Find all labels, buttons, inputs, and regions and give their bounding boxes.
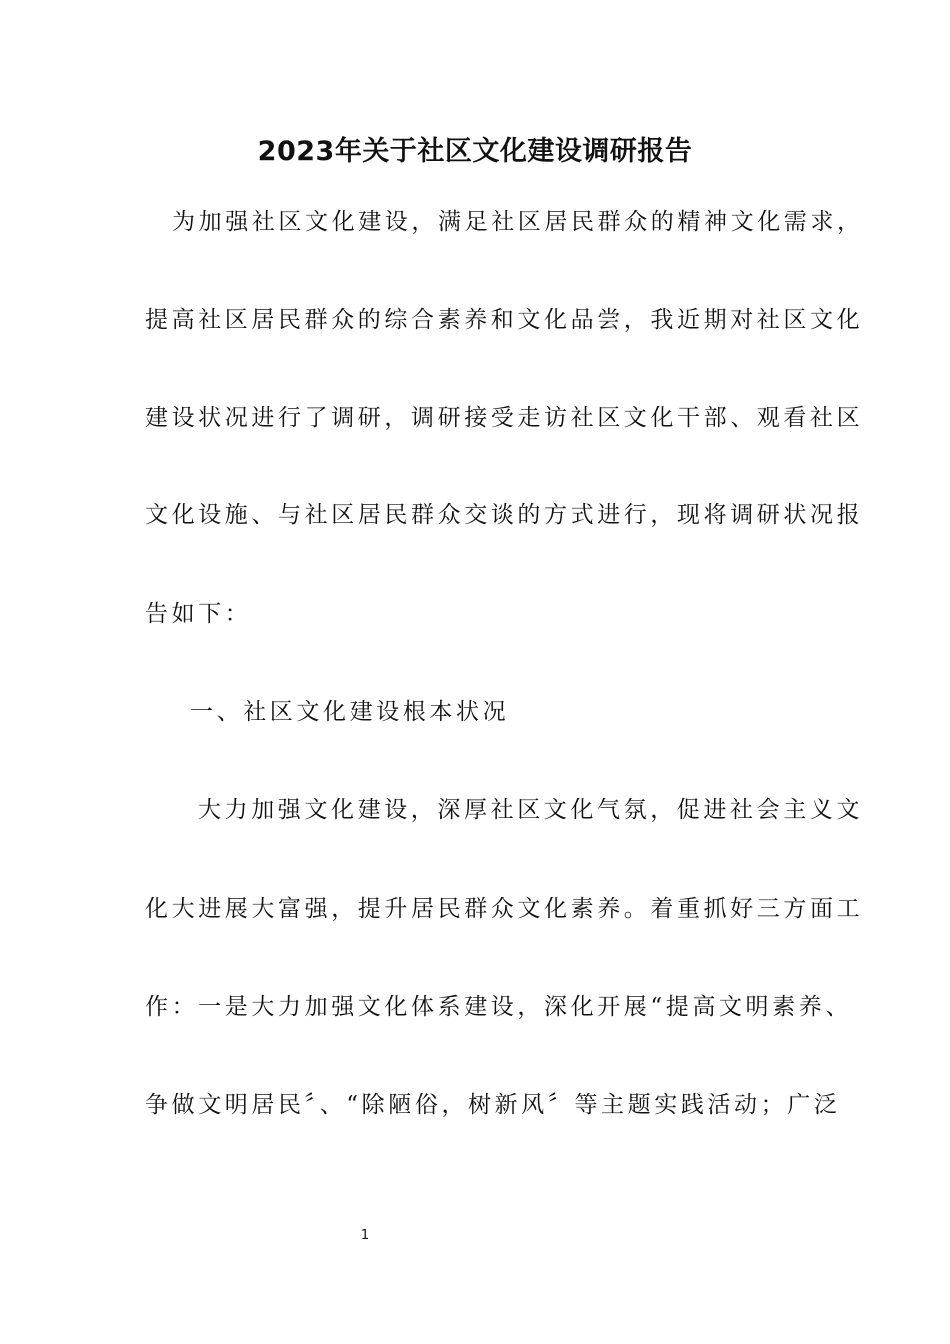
paragraph-line: 告如下：	[145, 601, 252, 627]
paragraph-line: 化大进展大富强，提升居民群众文化素养。着重抓好三方面工	[145, 896, 864, 922]
page-number: 1	[360, 1228, 370, 1243]
paragraph-line: 文化设施、与社区居民群众交谈的方式进行，现将调研状况报	[145, 502, 864, 528]
paragraph-line: 提高社区居民群众的综合素养和文化品尝，我近期对社区文化	[145, 307, 864, 333]
section-heading: 一、社区文化建设根本状况	[190, 699, 510, 725]
paragraph-line: 建设状况进行了调研，调研接受走访社区文化干部、观看社区	[145, 405, 864, 431]
paragraph-line: 大力加强文化建设，深厚社区文化气氛，促进社会主义文	[198, 797, 863, 823]
document-title: 2023年关于社区文化建设调研报告	[257, 136, 693, 167]
paragraph-line: 争做文明居民〞、“除陋俗，树新风〞等主题实践活动；广泛	[145, 1092, 841, 1118]
paragraph-line: 为加强社区文化建设，满足社区居民群众的精神文化需求，	[172, 209, 864, 235]
paragraph-line: 作：一是大力加强文化体系建设，深化开展“提高文明素养、	[145, 994, 852, 1020]
